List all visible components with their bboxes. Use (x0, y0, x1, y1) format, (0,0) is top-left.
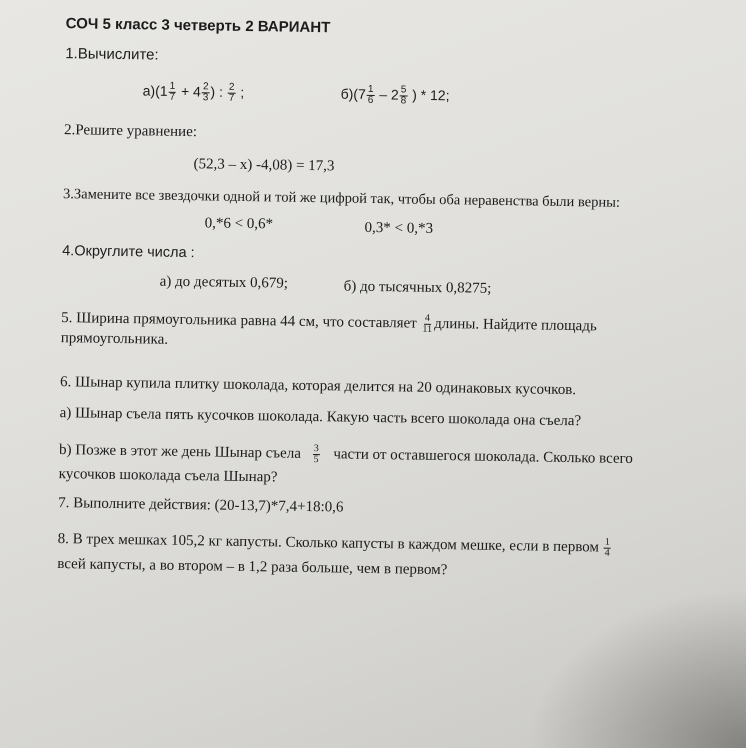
task1-a-prefix: а)(1 (142, 82, 168, 99)
task6-b-after: части от оставшегося шоколада. Сколько всего (333, 446, 634, 468)
fraction: $\frac{4}{11}$ (422, 312, 433, 335)
fraction: $\frac{3}{5}$ (313, 443, 319, 466)
task3-inequality-2: 0,3* < 0,*3 (364, 219, 434, 237)
fraction: $\frac{2}{7}$ (228, 81, 235, 104)
task6-b-line2: кусочков шоколада съела Шынар? (58, 466, 278, 486)
page-title: СОЧ 5 класс 3 четверть 2 ВАРИАНТ (65, 15, 331, 37)
fraction: $\frac{1}{6}$ (367, 83, 374, 106)
task3-heading: 3.Замените все звездочки одной и той же цифрой так, чтобы оба неравенства были верны: (62, 186, 621, 211)
task8-text: 8. В трех мешках 105,2 кг капусты. Сколько капусты в каждом мешке, если в первом (57, 530, 600, 556)
worksheet (57, 8, 698, 579)
fraction: $\frac{2}{3}$ (202, 81, 209, 104)
task1-a: а)(1 $\frac{1}{7}$ + 4 $\frac{2}{3}$ ) : $\frac{2}{7}$ ; (142, 80, 245, 104)
task1-heading: 1.Вычислите: (65, 45, 159, 64)
task8-line1 (57, 529, 611, 559)
task3-inequality-1: 0,*6 < 0,6* (204, 215, 274, 233)
fraction: $\frac{1}{7}$ (169, 80, 176, 103)
task2-heading: 2.Решите уравнение: (63, 122, 198, 141)
task6-b (59, 440, 633, 470)
task5-line2: прямоугольника. (60, 330, 169, 348)
fraction: $\frac{1}{4}$ (604, 536, 610, 559)
task5-text-after: длины. Найдите площадь (434, 315, 597, 335)
task1-b: б)(7 $\frac{1}{6}$ – 2 $\frac{5}{8}$ ) * 12; (340, 83, 450, 107)
task8-line2: всей капусты, а во втором – в 1,2 раза больше, чем в первом? (57, 556, 448, 579)
task6-a: а) Шынар съела пять кусочков шоколада. Какую часть всего шоколада она съела? (59, 405, 582, 430)
shadow (526, 588, 746, 748)
task6-line1: 6. Шынар купила плитку шоколада, которая делится на 20 одинаковых кусочков. (59, 374, 577, 399)
task6-b-before: b) Позже в этот же день Шынар съела (58, 442, 302, 462)
task4-b: б) до тысячных 0,8275; (343, 278, 492, 297)
task4-heading: 4.Округлите числа : (62, 243, 195, 262)
fraction: $\frac{5}{8}$ (400, 84, 407, 107)
task2-equation: (52,3 – х) -4,08) = 17,3 (193, 156, 335, 175)
task4-a: а) до десятых 0,679; (159, 273, 289, 292)
task5-text-before: 5. Ширина прямоугольника равна 44 см, что составляет (61, 310, 417, 332)
task7: 7. Выполните действия: (20-13,7)*7,4+18:0,6 (58, 495, 344, 516)
